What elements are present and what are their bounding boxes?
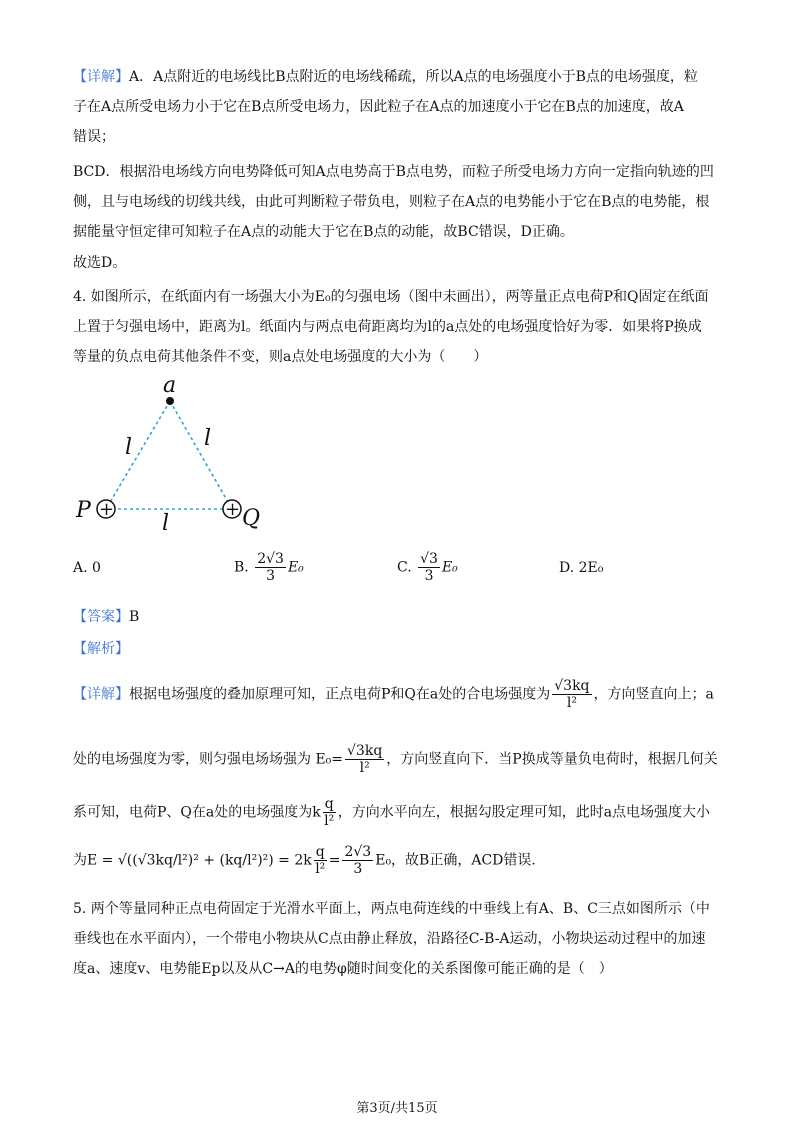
- q3-detail-line-1: 【详解】A．A点附近的电场线比B点附近的电场线稀疏，所以A点的电场强度小于B点的电场强度，粒: [73, 69, 698, 85]
- q4-detail-line-2: 处的电场强度为零，则匀强电场场强为 E₀= $\frac{√3kq}{\text{l²}}$ ，方向竖直向下．当P换成等量负电荷时，根据几何关: [73, 743, 718, 776]
- q3-choose: 故选D。: [73, 255, 127, 271]
- q4-stem-line-3: 等量的负点电荷其他条件不变，则a点处电场强度的大小为（ ）: [73, 349, 488, 365]
- option-c: C. $\frac{√3}{3}$ E₀: [397, 551, 458, 584]
- label-l-left: l: [125, 435, 133, 460]
- q5-line-1: 5. 两个等量同种正点电荷固定于光滑水平面上，两点电荷连线的中垂线上有A、B、C三点如图所示（中: [73, 901, 710, 917]
- q4-figure: [70, 372, 280, 542]
- label-l-bottom: l: [162, 511, 170, 536]
- detail-tag: 【详解】: [73, 686, 129, 703]
- q5-line-2: 垂线也在水平面内），一个带电小物块从C点由静止释放，沿路径C-B-A运动，小物块运动过程中的加速: [73, 931, 706, 947]
- option-b: B. $\frac{2√3}{3}$ E₀: [234, 551, 304, 584]
- detail-tag: 【详解】: [73, 69, 129, 85]
- q3-bcd-line-1: BCD．根据沿电场线方向电势降低可知A点电势高于B点电势，而粒子所受电场力方向一定指向轨迹的凹: [73, 164, 714, 180]
- q4-stem-line-2: 上置于匀强电场中，距离为l。纸面内与两点电荷距离均为l的a点处的电场强度恰好为零．如果将P换成: [73, 319, 702, 335]
- q3-bcd-line-3: 据能量守恒定律可知粒子在A点的动能大于它在B点的动能，故BC错误，D正确。: [73, 224, 574, 240]
- option-c-fraction: $\frac{√3}{3}$: [420, 551, 438, 584]
- label-l-right: l: [204, 426, 212, 451]
- point-a: [166, 397, 174, 405]
- option-d: D. 2E₀: [559, 560, 604, 576]
- label-p: P: [76, 498, 91, 523]
- answer-line: [73, 607, 139, 627]
- charge-p-sign: +: [99, 499, 115, 520]
- option-b-fraction: $\frac{2√3}{3}$: [257, 551, 284, 584]
- answer-value: B: [129, 609, 140, 625]
- q4-detail-line-1: 【详解】根据电场强度的叠加原理可知，正点电荷P和Q在a处的合电场强度为 $\frac{√3kq}{\text{l²}}$ ，方向竖直向上；a: [73, 678, 714, 711]
- option-a: A. 0: [73, 560, 101, 576]
- fraction-e0: $\frac{√3kq}{\text{l²}}$: [347, 743, 383, 776]
- q4-stem-line-1: 4. 如图所示，在纸面内有一场强大小为E₀的匀强电场（图中未画出），两等量正点电荷P和Q固定在纸面: [73, 289, 709, 305]
- page-footer: 第3页/共15页: [356, 1101, 438, 1116]
- fraction-2sqrt3: $\frac{2√3}{3}$: [344, 844, 372, 877]
- fraction-q-l2: $\frac{q}{\text{l²}}$: [315, 844, 326, 877]
- fraction-kq: $\frac{q}{\text{l²}}$: [324, 796, 335, 829]
- side-left: [106, 401, 170, 509]
- fraction-sqrt3kq: $\frac{√3kq}{\text{l²}}$: [554, 678, 590, 711]
- analysis-tag: 【解析】: [73, 641, 129, 657]
- q4-detail-line-4: 为E = √((√3kq/l²)² + (kq/l²)²) = 2k $\frac{q}{\text{l²}}$ = $\frac{2√3}{3}$ E₀，故B正确，ACD错误.: [73, 844, 536, 877]
- label-q: Q: [242, 506, 261, 531]
- q5-line-3: 度a、速度v、电势能Ep以及从C→A的电势φ随时间变化的关系图像可能正确的是（ ）: [73, 961, 613, 977]
- q3-bcd-line-2: 侧，且与电场线的切线共线，由此可判断粒子带负电，则粒子在A点的电势能小于它在B点的电势能，根: [73, 194, 710, 210]
- label-a: a: [163, 373, 177, 398]
- q4-detail-line-3: 系可知，电荷P、Q在a处的电场强度为k $\frac{q}{\text{l²}}$ ，方向水平向左，根据勾股定理可知，此时a点电场强度大小: [73, 796, 711, 829]
- side-right: [170, 401, 232, 509]
- q3-detail-line-3: 错误；: [73, 129, 115, 145]
- answer-tag: 【答案】: [73, 609, 129, 625]
- charge-q-sign: +: [225, 499, 241, 520]
- q3-detail-line-2: 子在A点所受电场力小于它在B点所受电场力，因此粒子在A点的加速度小于它在B点的加速度，故A: [73, 99, 684, 115]
